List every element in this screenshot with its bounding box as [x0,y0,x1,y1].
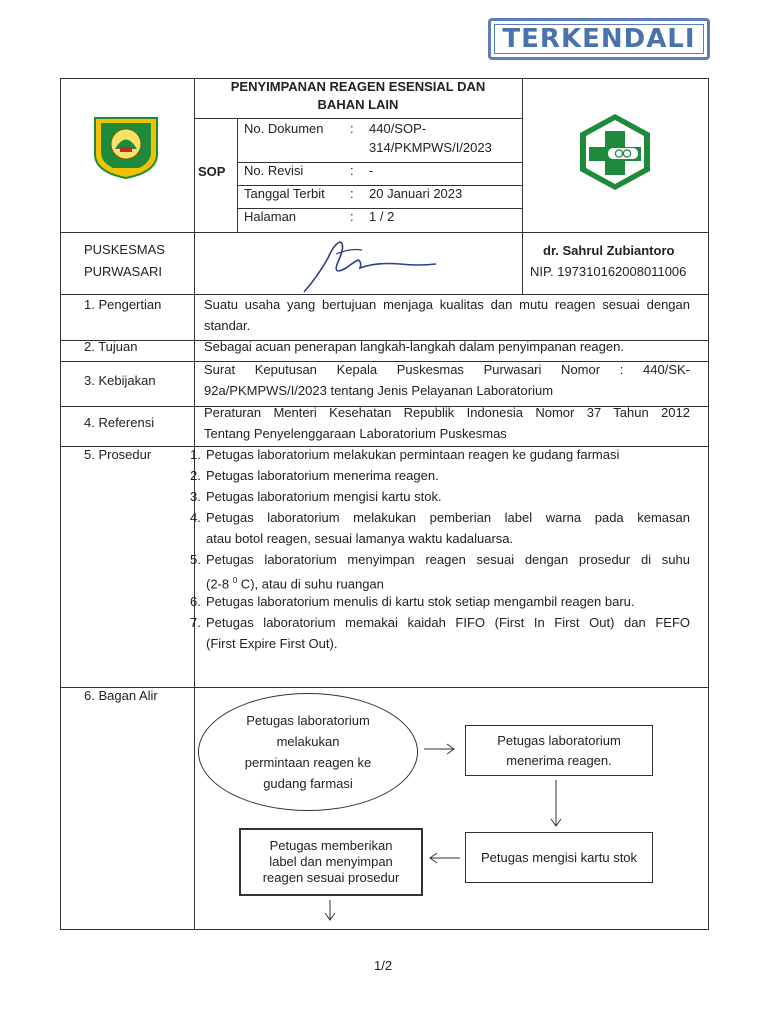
sop-label: SOP [198,164,226,179]
step-text: Petugas laboratorium melakukan permintaan reagen ke gudang farmasi [206,447,620,462]
prosedur-step-2 [190,465,690,486]
outer-border-right [708,78,709,930]
outer-border-left [60,78,61,930]
no-dokumen-label: No. Dokumen [244,121,324,136]
prosedur-step-7 [190,612,690,654]
kebijakan-label: 3. Kebijakan [84,373,156,388]
pengertian-label: 1. Pengertian [84,297,162,312]
no-dokumen-value-2: 314/PKMPWS/I/2023 [369,140,492,155]
org-name-line-2: PURWASARI [84,264,163,279]
org-name-line-1: PUSKESMAS [84,242,165,257]
step-text: Petugas laboratorium menulis di kartu stok setiap mengambil reagen baru. [206,594,635,609]
box-terima-line-1: Petugas laboratorium [497,732,621,748]
sop-document [60,78,709,930]
tanggal-terbit-colon: : [350,186,354,201]
oval-line-3: permintaan reagen ke [244,755,372,770]
step-number: 2. [190,468,201,483]
arrow-left-icon [426,851,462,865]
title-line-1: PENYIMPANAN REAGEN ESENSIAL DAN [230,79,486,94]
halaman-label: Halaman [244,209,297,224]
prosedur-step-5 [190,549,690,594]
terkendali-stamp [488,18,710,60]
step-text: Petugas laboratorium menerima reagen. [206,468,439,483]
stamp-text: TERKENDALI [494,24,704,54]
page-number: 1/2 [374,958,393,973]
logo-right-divider [522,78,523,294]
degree-superscript: 0 [232,576,238,585]
flow-start-oval [198,693,418,811]
temp-suffix: C), atau di suhu ruangan [237,576,384,592]
box-label-line-1: Petugas memberikan [269,838,393,853]
outer-border-bottom [60,929,709,930]
step-text-line-1: Petugas laboratorium menyimpan reagen sesuai dengan prosedur di suhu [206,552,690,567]
step-text: Petugas laboratorium mengisi kartu stok. [206,489,442,504]
referensi-line-2: Tentang Penyelenggaraan Laboratorium Puskesmas [204,426,507,441]
kabupaten-bogor-seal-icon [91,114,161,180]
oval-line-4: gudang farmasi [263,776,353,791]
prosedur-step-6 [190,591,690,612]
no-revisi-colon: : [350,163,354,178]
halaman-colon: : [350,209,354,224]
tujuan-line-1: Sebagai acuan penerapan langkah-langkah dalam penyimpanan reagen. [204,339,624,354]
step-text-line-1: Petugas laboratorium melakukan pemberian label warna pada kemasan [206,510,690,525]
halaman-value: 1 / 2 [369,209,395,224]
referensi-line-1: Peraturan Menteri Kesehatan Republik Indonesia Nomor 37 Tahun 2012 [204,405,690,420]
step-text-line-2: (First Expire First Out). [206,636,338,651]
arrow-down-continue-icon [323,898,337,924]
tujuan-label: 2. Tujuan [84,339,138,354]
pengertian-line-2: standar. [204,318,251,333]
kebijakan-line-1: Surat Keputusan Kepala Puskesmas Purwasari Nomor : 440/SK- [204,362,690,377]
step-text-line-1: Petugas laboratorium memakai kaidah FIFO (First In First Out) dan FEFO [206,615,690,630]
prosedur-step-1 [190,444,690,465]
no-dokumen-colon: : [350,121,354,136]
box-label-line-2: label dan menyimpan [269,854,393,869]
no-dokumen-value-1: 440/SOP- [369,121,427,136]
signer-name: dr. Sahrul Zubiantoro [543,243,675,258]
tanggal-terbit-value: 20 Januari 2023 [369,186,463,201]
signer-nip: NIP. 197310162008011006 [530,264,687,279]
tanggal-terbit-label: Tanggal Terbit [244,186,325,201]
puskesmas-logo-icon [575,111,655,193]
prosedur-label: 5. Prosedur [84,447,152,462]
no-revisi-value: - [369,163,374,178]
box-label-line-3: reagen sesuai prosedur [262,870,400,885]
title-line-2: BAHAN LAIN [317,97,399,112]
flow-box-label-simpan [239,828,423,896]
arrow-right-icon [422,742,458,756]
prosedur-step-4 [190,507,690,549]
step-number: 1. [190,447,201,462]
signature-icon [296,236,446,298]
referensi-label: 4. Referensi [84,415,155,430]
kebijakan-line-2: 92a/PKMPWS/I/2023 tentang Jenis Pelayanan Laboratorium [204,383,554,398]
oval-line-1: Petugas laboratorium [246,713,370,728]
no-revisi-label: No. Revisi [244,163,304,178]
box-terima-line-2: menerima reagen. [506,752,612,768]
bagan-alir-label: 6. Bagan Alir [84,688,158,703]
flow-box-terima-reagen [465,725,653,776]
step-text-line-2: atau botol reagen, sesuai lamanya waktu kadaluarsa. [206,531,514,546]
step-number: 7. [190,615,201,630]
prosedur-step-3 [190,486,690,507]
header-bottom-line [60,232,709,233]
step-number: 6. [190,594,201,609]
step-number: 4. [190,510,201,525]
oval-line-2: melakukan [276,734,340,749]
flow-box-kartu-stok: Petugas mengisi kartu stok [465,832,653,883]
temp-prefix: (2-8 [206,576,233,592]
pengertian-line-1: Suatu usaha yang bertujuan menjaga kualitas dan mutu reagen sesuai dengan [204,297,690,312]
step-number: 3. [190,489,201,504]
arrow-down-icon [549,778,563,830]
step-number: 5. [190,552,201,567]
sop-divider [237,118,238,232]
